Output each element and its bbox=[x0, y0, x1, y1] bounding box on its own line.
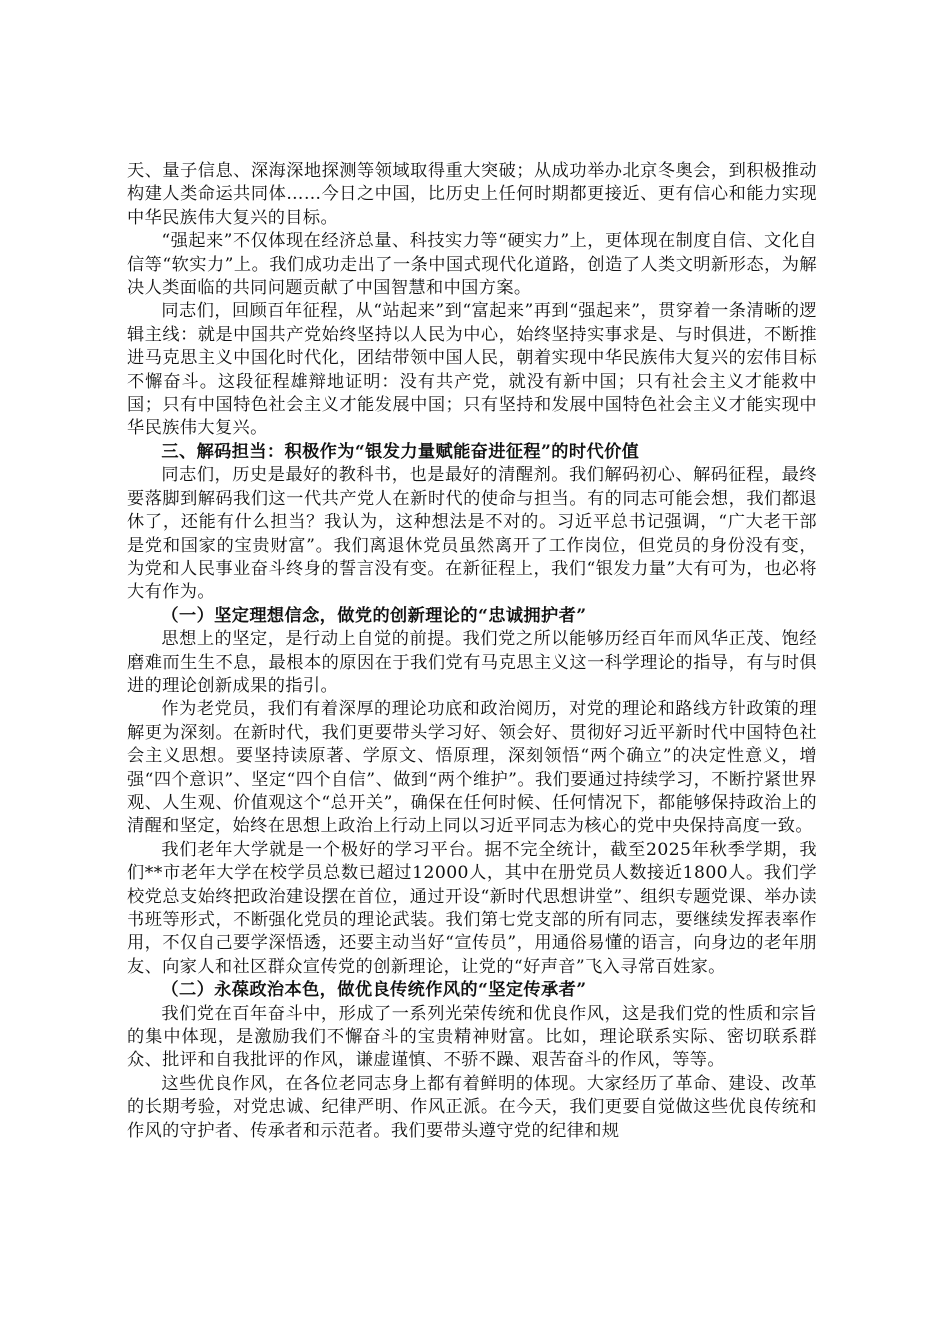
paragraph: 思想上的坚定，是行动上自觉的前提。我们党之所以能够历经百年而风华正茂、饱经磨难而生生不息，最根本的原因在于我们党有马克思主义这一科学理论的指导，有与时俱进的理论创新成果的指引。 bbox=[127, 629, 817, 696]
subsection-heading: （一）坚定理想信念，做党的创新理论的“忠诚拥护者” bbox=[161, 605, 587, 626]
paragraph: 我们党在百年奋斗中，形成了一系列光荣传统和优良作风，这是我们党的性质和宗旨的集中体现，是激励我们不懈奋斗的宝贵精神财富。比如，理论联系实际、密切联系群众、批评和自我批评的作风，谦虚谨慎、不骄不躁、艰苦奋斗的作风，等等。 bbox=[127, 1003, 817, 1071]
section-heading: 三、解码担当：积极作为“银发力量赋能奋进征程”的时代价值 bbox=[161, 441, 640, 462]
document-page bbox=[127, 160, 817, 1143]
paragraph: “强起来”不仅体现在经济总量、科技实力等“硬实力”上，更体现在制度自信、文化自信等“软实力”上。我们成功走出了一条中国式现代化道路，创造了人类文明新形态，为解决人类面临的共同问题贡献了中国智慧和中国方案。 bbox=[127, 231, 817, 299]
paragraph-continued: 天、量子信息、深海深地探测等领域取得重大突破；从成功举办北京冬奥会，到积极推动构建人类命运共同体……今日之中国，比历史上任何时期都更接近、更有信心和能力实现中华民族伟大复兴的目标。 bbox=[127, 161, 817, 228]
paragraph: 作为老党员，我们有着深厚的理论功底和政治阅历，对党的理论和路线方针政策的理解更为深刻。在新时代，我们更要带头学习好、领会好、贯彻好习近平新时代中国特色社会主义思想。要坚持读原著、学原文、悟原理，深刻领悟“两个确立”的决定性意义，增强“四个意识”、坚定“四个自信”、做到“两个维护”。我们要通过持续学习，不断拧紧世界观、人生观、价值观这个“总开关”，确保在任何时候、任何情况下，都能够保持政治上的清醒和坚定，始终在思想上政治上行动上同以习近平同志为核心的党中央保持高度一致。 bbox=[127, 699, 817, 837]
paragraph: 同志们，回顾百年征程，从“站起来”到“富起来”再到“强起来”，贯穿着一条清晰的逻辑主线：就是中国共产党始终坚持以人民为中心，始终坚持实事求是、与时俱进，不断推进马克思主义中国化时代化，团结带领中国人民，朝着实现中华民族伟大复兴的宏伟目标不懈奋斗。这段征程雄辩地证明：没有共产党，就没有新中国；只有社会主义才能救中国；只有中国特色社会主义才能发展中国；只有坚持和发展中国特色社会主义才能实现中华民族伟大复兴。 bbox=[127, 301, 817, 439]
paragraph: 我们老年大学就是一个极好的学习平台。据不完全统计，截至2025年秋季学期，我们**市老年大学在校学员总数已超过12000人，其中在册党员人数接近1800人。我们学校党总支始终把政治建设摆在首位，通过开设“新时代思想讲堂”、组织专题党课、举办读书班等形式，不断强化党员的理论武装。我们第七党支部的所有同志，要继续发挥表率作用，不仅自己要学深悟透，还要主动当好“宣传员”，用通俗易懂的语言，向身边的老年朋友、向家人和社区群众宣传党的创新理论，让党的“好声音”飞入寻常百姓家。 bbox=[127, 839, 817, 977]
paragraph: 这些优良作风，在各位老同志身上都有着鲜明的体现。大家经历了革命、建设、改革的长期考验，对党忠诚、纪律严明、作风正派。在今天，我们更要自觉做这些优良传统和作风的守护者、传承者和示范者。我们要带头遵守党的纪律和规 bbox=[127, 1073, 817, 1141]
paragraph: 同志们，历史是最好的教科书，也是最好的清醒剂。我们解码初心、解码征程，最终要落脚到解码我们这一代共产党人在新时代的使命与担当。有的同志可能会想，我们都退休了，还能有什么担当？我认为，这种想法是不对的。习近平总书记强调，“广大老干部是党和国家的宝贵财富”。我们离退休党员虽然离开了工作岗位，但党员的身份没有变，为党和人民事业奋斗终身的誓言没有变。在新征程上，我们“银发力量”大有可为，也必将大有作为。 bbox=[127, 465, 817, 603]
subsection-heading: （二）永葆政治本色，做优良传统作风的“坚定传承者” bbox=[161, 980, 587, 1001]
